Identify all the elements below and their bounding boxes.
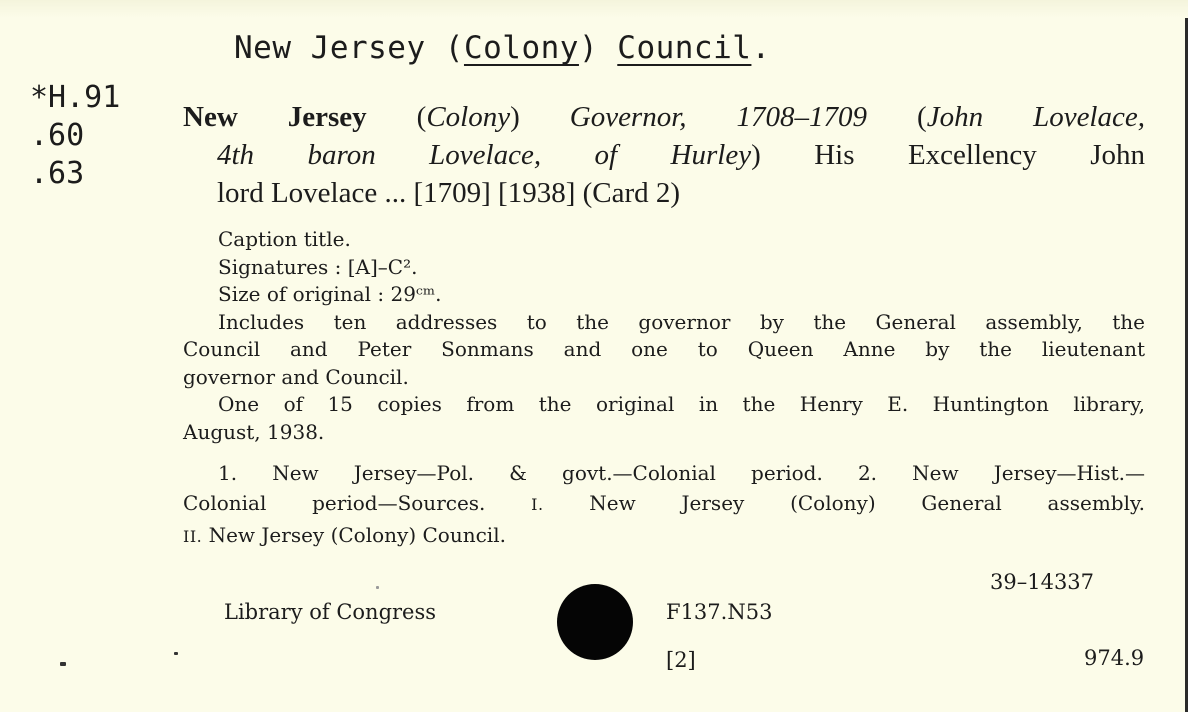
note-copies-2: August, 1938. (183, 419, 325, 444)
ink-speck (376, 586, 379, 589)
main-entry-line-3: lord Lovelace ... [1709] [1938] (Card 2) (217, 177, 681, 209)
tracings (183, 458, 1145, 552)
colony-italic: Colony (426, 101, 511, 133)
tracing-line-3 (183, 520, 1145, 552)
paren-open-2: ( (867, 101, 927, 133)
note-caption: Caption title. (218, 227, 351, 251)
main-heading: New Jersey (183, 101, 367, 133)
governor-name: John Lovelace, (926, 101, 1145, 133)
tracing-added-1: New Jersey (Colony) General assembly. (543, 491, 1145, 515)
note-copies-1: One of 15 copies from the original in the Henry E. Huntington library, (218, 392, 1145, 416)
note-includes-1: Includes ten addresses to the governor by the General assembly, the (218, 309, 1145, 334)
heading-colony-underlined: Colony (463, 30, 579, 66)
copy-mark: [2] (666, 648, 696, 672)
call-number-line-2: .60 (30, 118, 85, 153)
notes (183, 226, 1145, 446)
note-signatures: Signatures : [A]–C². (218, 254, 418, 279)
call-number-line-1: *H.91 (30, 80, 121, 115)
paren-open: ( (366, 101, 427, 133)
governor-dates: Governor, 1708–1709 (569, 101, 868, 133)
tracing-roman-2: II. (183, 527, 203, 546)
ink-speck (174, 652, 178, 655)
main-entry (183, 98, 1145, 212)
heading-text-1: New Jersey ( (234, 30, 464, 66)
ink-speck (60, 662, 66, 666)
library-of-congress: Library of Congress (224, 600, 437, 624)
tracing-added-2: New Jersey (Colony) Council. (202, 523, 506, 547)
note-includes-2: Council and Peter Sonmans and one to Queen Anne by the lieutenant (183, 337, 1145, 361)
governor-title: 4th baron Lovelace, of Hurley (217, 139, 752, 171)
lc-classification: F137.N53 (666, 600, 773, 624)
heading-period: . (751, 30, 771, 66)
main-entry-line-2 (183, 136, 1145, 174)
main-entry-line-1 (183, 98, 1145, 136)
title-start: ) His Excellency John (751, 139, 1145, 171)
tracing-roman-1: I. (531, 495, 544, 514)
heading-council-underlined: Council (617, 30, 752, 66)
heading-text-3: ) (578, 30, 618, 66)
tracing-subject-2-end: Colonial period—Sources. (183, 491, 532, 515)
note-size: Size of original : 29ᶜᵐ. (218, 282, 442, 306)
call-number-line-3: .63 (30, 156, 85, 191)
card-top-edge (0, 0, 1188, 18)
tracing-line-2 (183, 488, 1145, 520)
paren-close: ) (510, 101, 570, 133)
lc-card-number: 39–14337 (990, 570, 1095, 594)
dewey-number: 974.9 (1084, 646, 1145, 670)
tracing-line-1: 1. New Jersey—Pol. & govt.—Colonial period. 2. New Jersey—Hist.— (218, 461, 1145, 485)
note-includes-3: governor and Council. (183, 364, 409, 389)
typed-added-heading (234, 30, 771, 66)
card-punch-hole (557, 584, 633, 660)
